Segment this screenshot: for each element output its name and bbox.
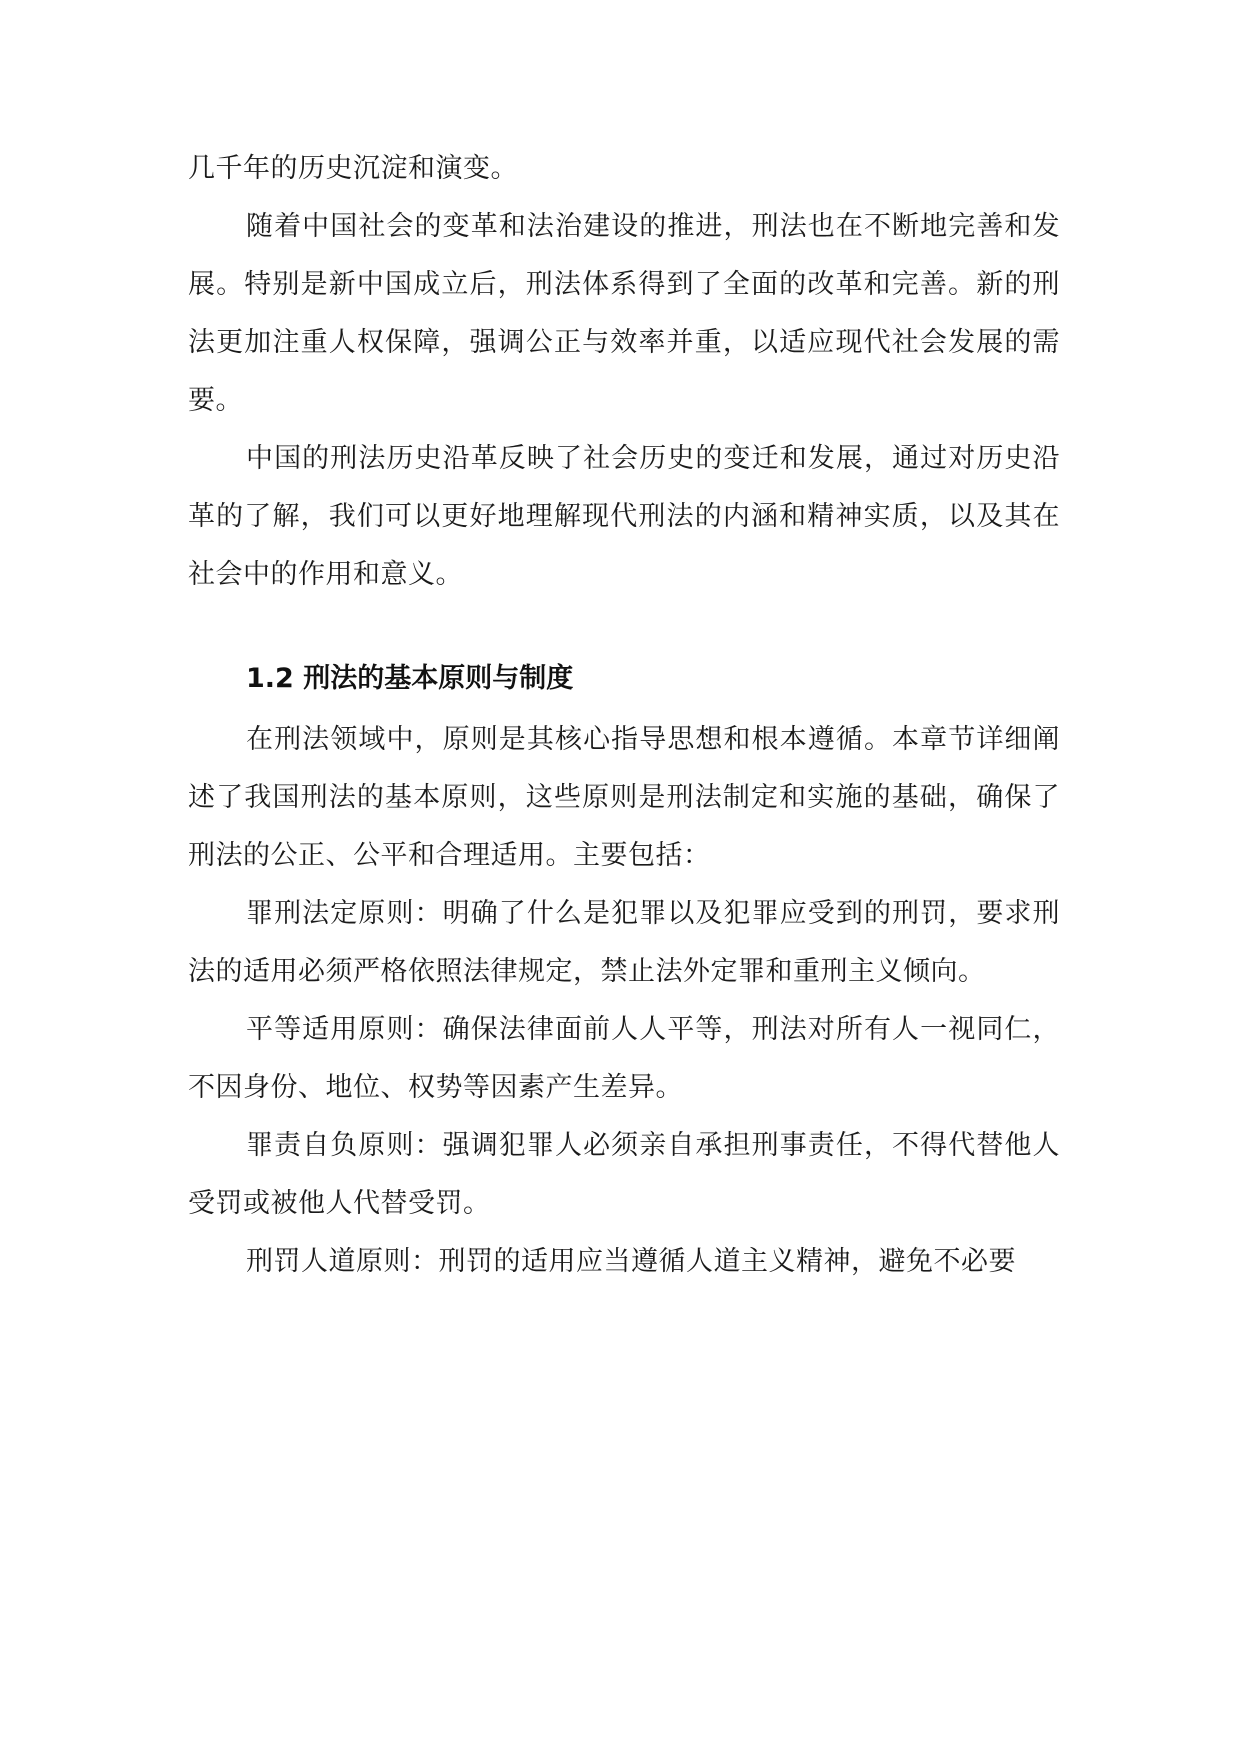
paragraph-reform-development: 随着中国社会的变革和法治建设的推进，刑法也在不断地完善和发展。特别是新中国成立后，刑法体系得到了全面的改革和完善。新的刑法更加注重人权保障，强调公正与效率并重，以适应现代社会发展的需要。 (188, 211, 1060, 416)
paragraph-self-responsibility-principle: 罪责自负原则：强调犯罪人必须亲自承担刑事责任，不得代替他人受罚或被他人代替受罚。 (188, 1130, 1060, 1219)
document-body (188, 140, 1060, 1291)
paragraph-humanitarian-principle: 刑罚人道原则：刑罚的适用应当遵循人道主义精神，避免不必要 (246, 1246, 1016, 1277)
paragraph-historical-significance: 中国的刑法历史沿革反映了社会历史的变迁和发展，通过对历史沿革的了解，我们可以更好地理解现代刑法的内涵和精神实质，以及其在社会中的作用和意义。 (188, 443, 1060, 590)
paragraph-equality-principle: 平等适用原则：确保法律面前人人平等，刑法对所有人一视同仁，不因身份、地位、权势等因素产生差异。 (188, 1014, 1060, 1103)
section-heading: 1.2 刑法的基本原则与制度 (246, 663, 574, 694)
paragraph-principles-intro: 在刑法领域中，原则是其核心指导思想和根本遵循。本章节详细阐述了我国刑法的基本原则，这些原则是刑法制定和实施的基础，确保了刑法的公正、公平和合理适用。主要包括： (188, 724, 1060, 871)
paragraph-continuation: 几千年的历史沉淀和演变。 (188, 153, 518, 184)
paragraph-legality-principle: 罪刑法定原则：明确了什么是犯罪以及犯罪应受到的刑罚，要求刑法的适用必须严格依照法律规定，禁止法外定罪和重刑主义倾向。 (188, 898, 1060, 987)
